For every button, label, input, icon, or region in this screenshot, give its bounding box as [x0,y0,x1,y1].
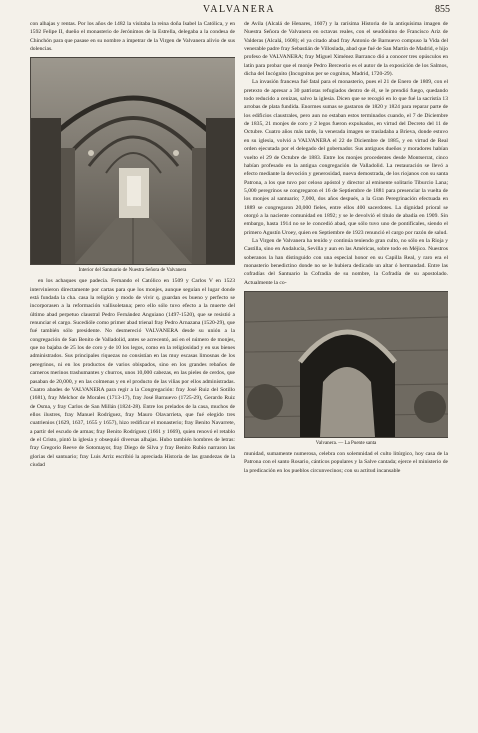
left-column [30,20,235,727]
bridge-figure [244,291,448,447]
left-bottom-paragraph: en los achaques que padecía. Fernando el Católico en 1509 y Carlos V en 1523 intervinieron directamente por cartas para que los monjes, aunque seguían el lugar donde está fundada la cha. casa la religión y modo de vivir q. guardan es bueno y perfecto se incorporasen a la reformación vallisoletana; pero ello sólo tuvo efecto a la muerte del último abad perpetuo claustral Pedro Fernández Anguiano (1497-1520), que se resistió a renunciar el cargo. Sucedióle como primer abad trienal fray Pedro Arnazana (1520-29), que fué también sólo presidente. No desmereció VALVANERA desde su unión a la congregación de San Benito de Valladolid, antes se acrecentó, así en el número de monjes, que no bajaba de 25 los de coro y de 10 los legos, como en la religiosidad y en sus bienes administrados. Sus principales riquezas no consistían en las muy escasas limosnas de los peregrinos, ni en los productos de varios obispados, sino en los grandes rebaños de carneros merinos trashumantes y churros, unos 10,000 cabezas, en las pieles de cerdos, que pasaban de 20,000, y en las colmenas y en el producto de las viñas por ellos administradas. Cuatro abades de VALVANERA para regir a la Congregación: fray José Ruiz del Sotillo (1681), fray Melchor de Morales (1713-17), fray José Barnuevo (1725-29), Gerardo Ruiz de Osma, y fray Carlos de San Millán (1824-28). Entre los prelados de la casa, muchos de ellos ilustres, fray Manuel Rodríguez, fray Mauro Olavarrieta, que fué elegido tres cuatrienios (1629, 1637, 1655 y 1657), hizo redificar el monasterio; fray Benito Navarrete, a partir del escudo de armas; fray Benito Rodríguez (1661 y 1669), quien renovó el retablo de el Cristo, pintó la iglesia y obsequió diversas alhajas. Hubo también hombres de letras: fray Gregorio Reeve de Sotomayor, fray Diego de Silva y fray Benito Rubio narraron las glorias del santuario; fray Luis Arriz escribió la apreciada Historia de las grandezas de la ciudad [30,278,235,468]
right-bottom-paragraph: munidad, sumamente numerosa, celebra con solemnidad el culto litúrgico, hoy casa de la Patrona con el santo Rosario, cánticos populares y la Salve cantada; ejerce el ministerio de la predicación en los pueblos circunvecinos; con su actitud incansable [244,451,448,474]
right-column [244,20,448,727]
right-top-paragraph: de Avila (Alcalá de Henares, 1607) y la rarísima Historia de la antiquísima imagen de Nuestra Señora de Valvanera en octavas reales, con el seudónimo de Francisco Ariz de Valderas (Alcalá, 1608); el ya citado abad fray Antonio de Barnuevo compuso la Vida del venerable padre fray Sebastián de Villoslada, abad que fué de San Martín de Madrid, e hijo profeso de VALVANERA; fray Miguel Ximénez Barranco dió a conocer tres opúsculos en latín para probar que el monje Pedro Berceorio es el autor de la exposición de los Salmos, dicha del Incógnito (Incognitus per se cognitus, Madrid, 1720-29). [244,21,448,78]
page-number: 855 [435,4,450,15]
running-title: VALVANERA [202,4,276,15]
left-top-paragraph: con alhajas y rentas. Por los años de 1482 la visitaba la reina doña Isabel la Católica, y en 1592 Felipe II, dueño el monasterio de Jerónimos de la Estrella, delegaba a la condesa de Chinchón para que pasase en su nombre a impetrar de la Virgen de Valvanera alivio de sus dolencias. [30,21,235,53]
right-middle-paragraph-2: La Virgen de Valvanera ha tenido y continúa teniendo gran culto, no sólo en la Rioja y Castilla, sino en Andalucía, Sevilla y aun en las Américas, sobre todo en Méjico. Nuestros soberanos la han distinguido con una especial honor en su Capilla Real, y raro era el monasterio benedictino donde no se le hubiera dedicado un altar ó hermandad. Entre las cofradías del Santuario la Cofradía de su nombre, la Cofradía de su apostolado. Actualmente la co- [244,237,448,286]
interior-figure-caption: Interior del Santuario de Nuestra Señora de Valvanera [78,268,187,274]
bridge-figure-caption: Valvanera. — La Puente santa [315,441,377,446]
running-head [0,4,478,20]
bridge-photo [244,291,448,438]
interior-figure [30,57,235,274]
right-middle-paragraph-1: La invasión francesa fué fatal para el monasterio, pues el 21 de Enero de 1809, con el pretexto de apresar a 30 patriotas refugiados dentro de él, se le prendió fuego, quedando todo reducido a cenizas, salvo la iglesia. Dicen que se recogió en lo que fué la sacristía 13 arrobas de plata fundida. Enormes sumas se gastaron de 1820 y 1824 para reparar parte de los edificios claustrales, pero aun no estaban estos terminados cuando, el 7 de Diciembre de 1835, 21 monjes de coro y 2 legos fueron expulsados, en virtud del Decreto del 11 de Octubre. Cuatro años más tarde, la venerada imagen se trasladaba a Brieva, donde estuvo en su iglesia, volvió a VALVANERA el 22 de Diciembre de 1885, y en virtud de Real orden ejecutada por el delegado del gobernador. Sus antiguos dueños y moradores habían vuelto el 29 de Octubre de 1883. Entre los monjes procedentes desde Montserrat, cinco habían profesado en la antigua congregación de Valladolid. La restauración se llevó a efecto mediante la devoción y generosidad, nueva demostrada, de los riojanos con su santa Patrona, a los que tuvo por celoso apóstol y director al eminente solitario Tiburcio Lana; 5,000 peregrinos se congregaron el 16 de Septiembre de 1881 para presenciar la vuelta de los monjes al santuario; 7,000, dos años después, a la Gran Peregrinación efectuada en 1889 se congregaron 20,000 fieles, entre ellos 400 sacerdotes. La dignidad prioral se otorgó a la naciente comunidad en 1892; y se le devolvió el título de abadía en 1909. Sin embargo, hasta 1914 no se le concedió abad, que sólo tuvo uno de pontificales, siendo el primero Agustín Uroey, quien en Septiembre de 1923 renunció el cargo por razón de salud. [244,79,448,236]
interior-photo [30,57,235,265]
